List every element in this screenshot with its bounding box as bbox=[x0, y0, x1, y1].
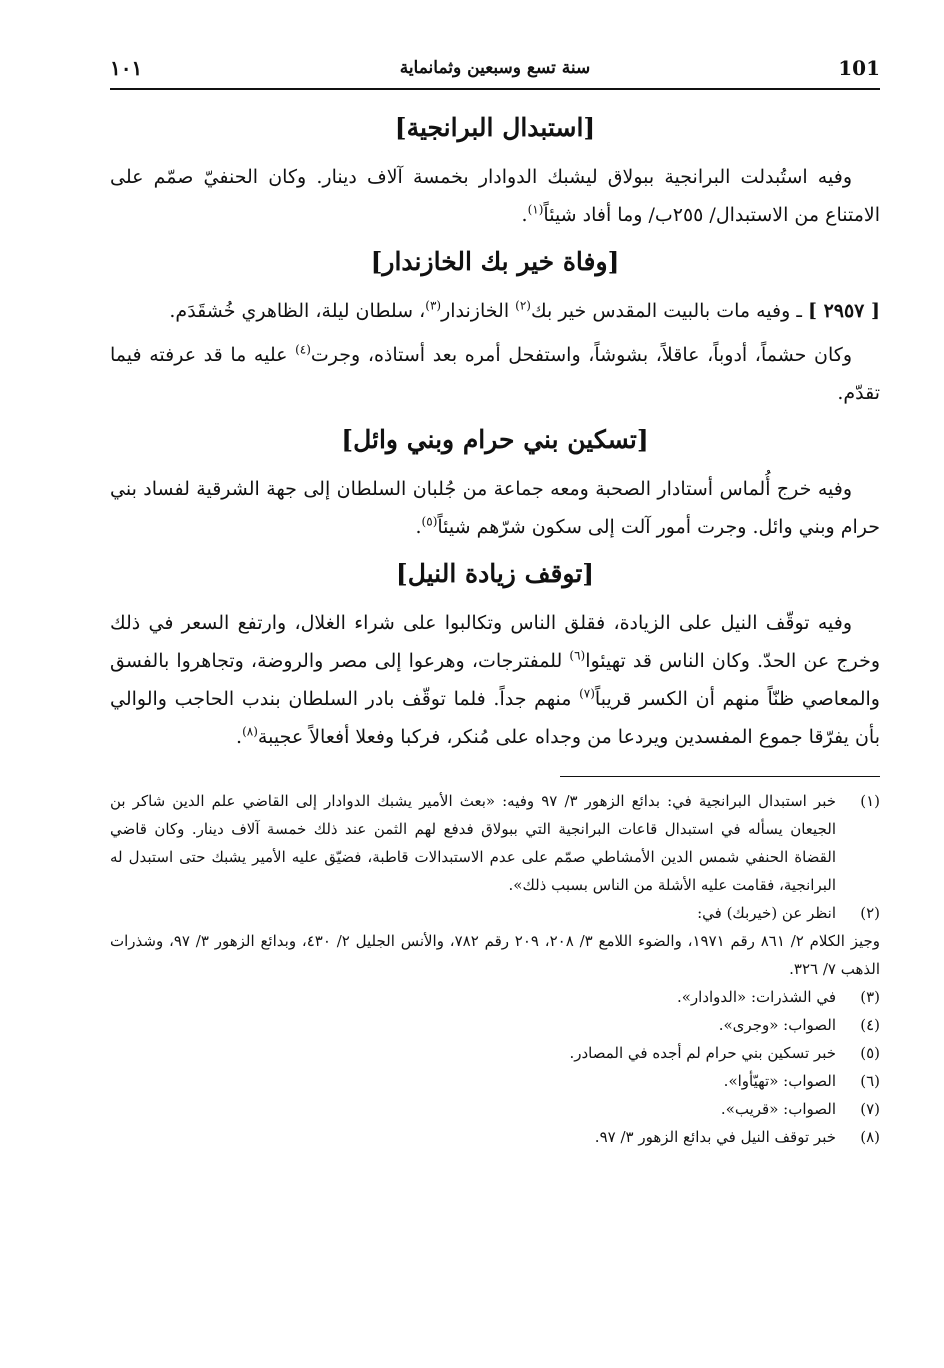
footnote-text: انظر عن (خيربك) في: bbox=[697, 904, 836, 922]
paragraph-text: وكان حشماً، أدوباً، عاقلاً، بشوشاً، واستفحل أمره بعد أستاذه، وجرت bbox=[310, 344, 852, 366]
footnote-ref: (٨) bbox=[242, 724, 258, 739]
paragraph-text: للمفترجات، وهرعوا إلى مصر والروضة، وتجاهروا بالفسق والمعاصي ظنّاً منهم أن الكسر قريباً bbox=[110, 650, 880, 710]
paragraph-text: منهم جداً. فلما توقّف بادر السلطان بندب الحاجب والوالي بأن يفرّقا جموع المفسدين ويردعا من وجداه على مُنكر، فركبا وفعلا أفعالاً عجيبة bbox=[110, 688, 880, 748]
footnote-number: (٧) bbox=[860, 1100, 880, 1118]
paragraph-text: . bbox=[521, 204, 528, 226]
footnote-number: (٦) bbox=[860, 1072, 880, 1090]
paragraph-text: ـ وفيه مات بالبيت المقدس خير بك bbox=[530, 300, 808, 322]
footnote bbox=[110, 787, 880, 899]
footnote-number: (٨) bbox=[860, 1128, 880, 1146]
footnote-text: خبر تسكين بني حرام لم أجده في المصادر. bbox=[569, 1044, 836, 1062]
footnote-continuation: وجيز الكلام ٢/ ٨٦١ رقم ١٩٧١، والضوء اللامع ٣/ ٢٠٨، ٢٠٩ رقم ٧٨٢، والأنس الجليل ٢/ ٤٣٠، وبدائع الزهور ٣/ ٩٧، وشذرات الذهب ٧/ ٣٢٦. bbox=[110, 932, 881, 978]
footnote-ref: (٢) bbox=[515, 298, 531, 313]
book-page bbox=[110, 52, 880, 1151]
footnote-text: الصواب: «قريب». bbox=[720, 1100, 836, 1118]
footnote-ref: (٤) bbox=[295, 342, 311, 357]
running-head bbox=[110, 52, 880, 90]
footnote-number: (٣) bbox=[860, 988, 880, 1006]
footnote-separator bbox=[560, 776, 880, 777]
footnote-ref: (٦) bbox=[569, 648, 586, 663]
footnote bbox=[110, 1067, 880, 1095]
footnote-ref: (٧) bbox=[579, 686, 595, 701]
footnote-text: خبر استبدال البرانجية في: بدائع الزهور ٣/ ٩٧ وفيه: «بعث الأمير يشبك الدوادار إلى القاضي علم الدين شاكر بن الجيعان يسأله في استبدال قاعات البرانجية التي ببولاق فدفع لهم الثمن عند ذلك خمسة آلاف دينار. وكان قاضي القضاة الحنفي شمس الدين الأمشاطي صمّم على عدم الاستبدالات قاطبة، فضيّق عليه الأمير يشبك حتى استبدل له البرانجية، فقامت عليه الأشلة من الناس بسبب ذلك». bbox=[110, 792, 837, 894]
entry-number: [ ٢٩٥٧ ] bbox=[807, 300, 880, 322]
footnote-text: الصواب: «تهيّأوا». bbox=[723, 1072, 836, 1090]
footnote-number: (١) bbox=[860, 792, 880, 810]
entry-paragraph bbox=[110, 292, 880, 330]
section-heading: [استبدال البرانجية] bbox=[394, 113, 596, 142]
paragraph-text: عليه ما قد عرفته فيما تقدّم. bbox=[110, 344, 880, 404]
paragraph-text: ، سلطان ليلة، الظاهري خُشقَدَم. bbox=[169, 300, 426, 322]
footnote bbox=[110, 983, 880, 1011]
footnote bbox=[110, 899, 880, 927]
footnotes bbox=[110, 787, 880, 1151]
paragraph bbox=[110, 604, 880, 756]
paragraph-text: . bbox=[415, 516, 422, 538]
footnote-ref: (٣) bbox=[425, 298, 442, 313]
paragraph-text: . bbox=[236, 726, 243, 748]
footnote-number: (٢) bbox=[860, 904, 880, 922]
section-heading: [وفاة خير بك الخازندار] bbox=[370, 247, 620, 276]
footnote-ref: (٥) bbox=[421, 514, 438, 529]
footnote-number: (٤) bbox=[860, 1016, 880, 1034]
footnote-text: الصواب: «وجرى». bbox=[718, 1016, 836, 1034]
paragraph bbox=[110, 470, 880, 546]
footnote bbox=[110, 1039, 880, 1067]
page-number-arabic: ١٠١ bbox=[110, 56, 143, 80]
footnote bbox=[110, 1095, 880, 1123]
page-number-latin: 101 bbox=[838, 56, 880, 80]
paragraph-text: وفيه خرج أُلماس أستادار الصحبة ومعه جماعة من جُلبان السلطان إلى جهة الشرقية لفساد بني حرام وبني وائل. وجرت أمور آلت إلى سكون شرّهم شيئاً bbox=[110, 478, 880, 538]
running-title: سنة تسع وسبعين وثمانماية bbox=[399, 58, 591, 78]
paragraph bbox=[110, 336, 880, 412]
footnote bbox=[110, 1011, 880, 1039]
footnote-number: (٥) bbox=[860, 1044, 880, 1062]
footnote-text: خبر توقف النيل في بدائع الزهور ٣/ ٩٧. bbox=[594, 1128, 836, 1146]
paragraph-text: وفيه توقّف النيل على الزيادة، فقلق الناس وتكالبوا على شراء الغلال، وارتفع السعر في ذلك وخرج عن الحدّ. وكان الناس قد تهيئوا bbox=[110, 612, 880, 672]
section-heading: [تسكين بني حرام وبني وائل] bbox=[341, 425, 649, 454]
section-heading: [توقف زيادة النيل] bbox=[395, 559, 595, 588]
footnote-ref: (١) bbox=[527, 202, 544, 217]
paragraph-text: وفيه استُبدلت البرانجية ببولاق ليشبك الدوادار بخمسة آلاف دينار. وكان الحنفيّ صمّم على الامتناع من الاستبدال/ ٢٥٥ب/ وما أفاد شيئاً bbox=[110, 166, 880, 226]
paragraph-text: الخازندار bbox=[441, 300, 516, 322]
paragraph bbox=[110, 158, 880, 234]
footnote bbox=[110, 1123, 880, 1151]
footnote-text: في الشذرات: «الدوادار». bbox=[676, 988, 836, 1006]
